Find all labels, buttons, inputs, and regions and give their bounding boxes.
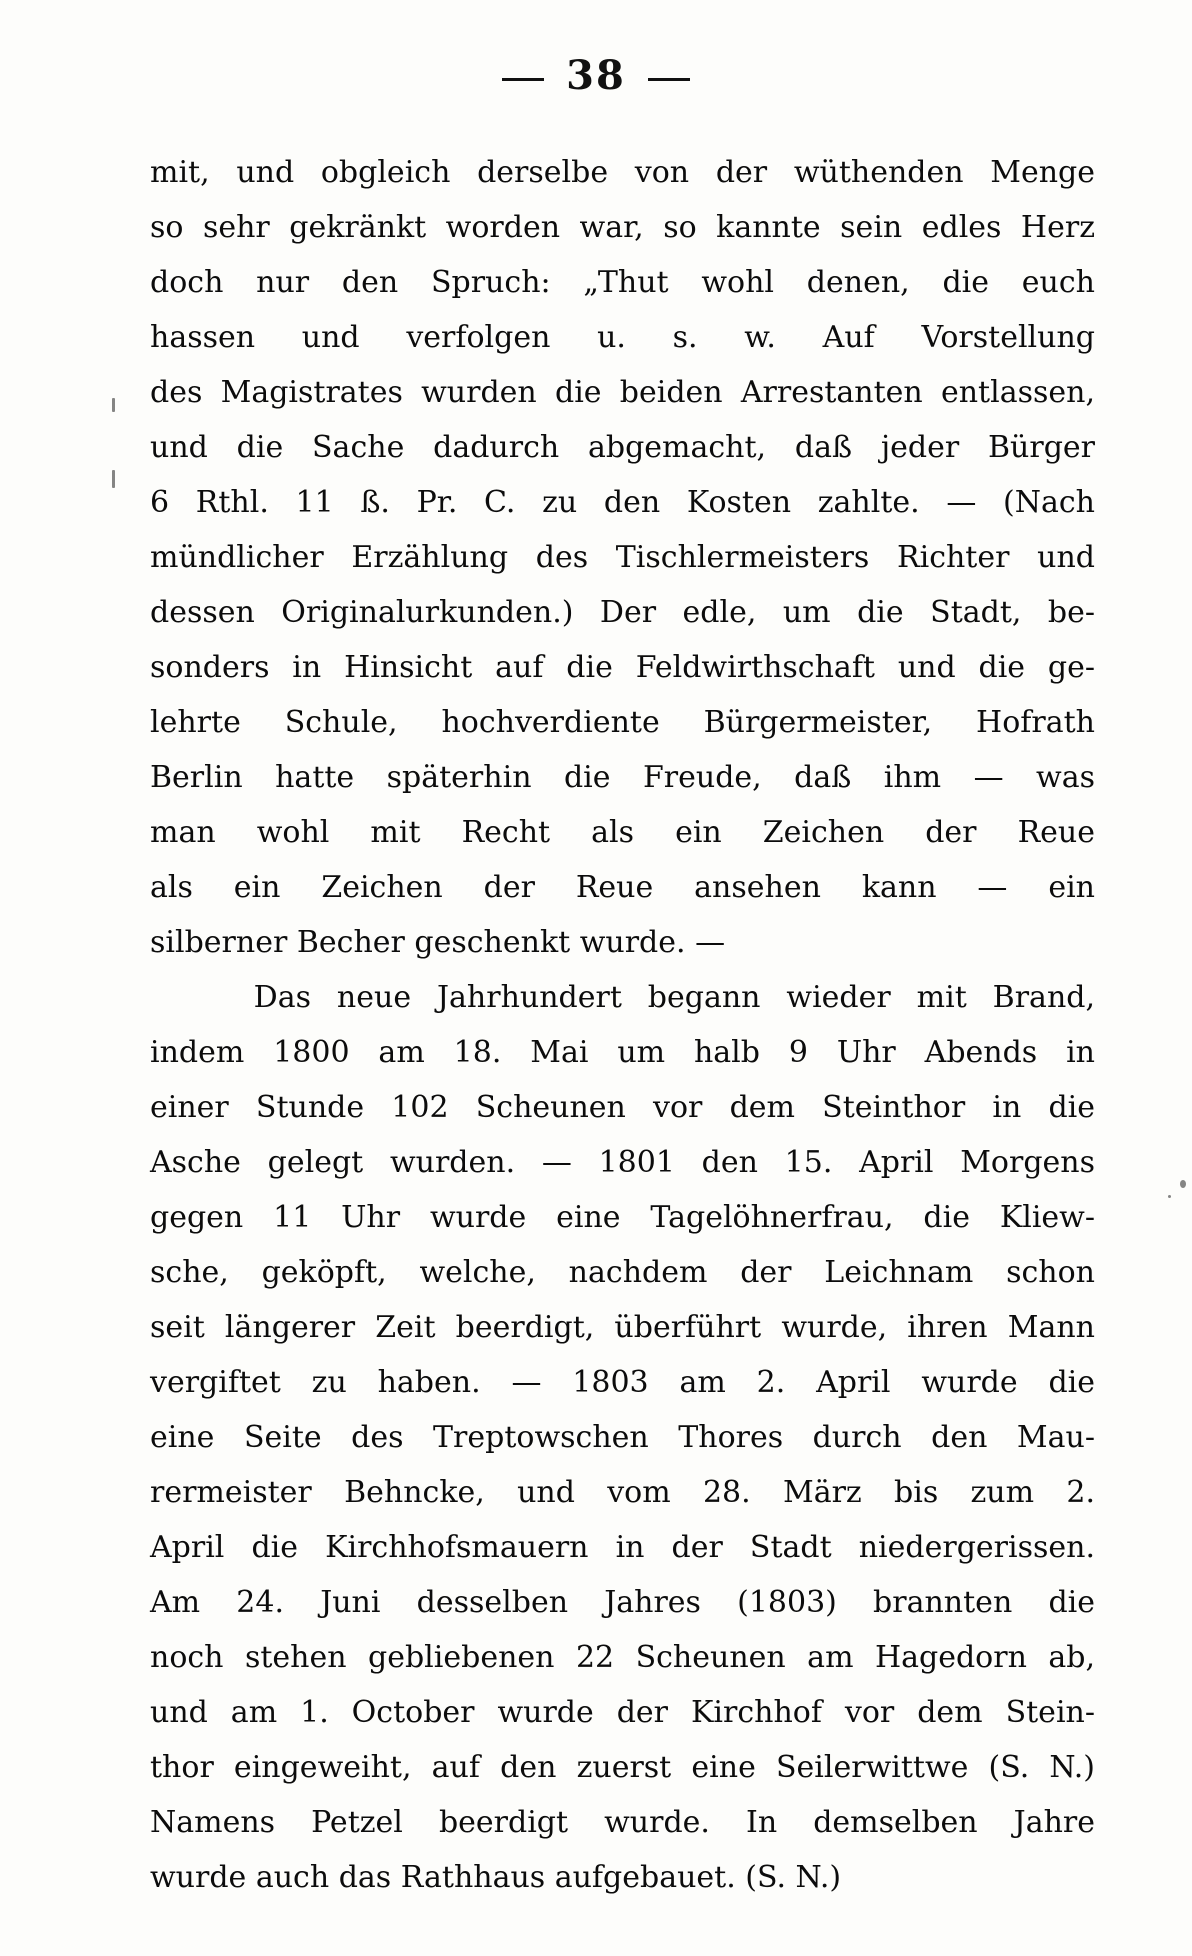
text-line: noch stehen gebliebenen 22 Scheunen am Hagedorn ab, xyxy=(150,1640,1095,1675)
right-dash xyxy=(648,78,690,81)
scan-speck xyxy=(112,470,115,488)
text-line: thor eingeweiht, auf den zuerst eine Seilerwittwe (S. N.) xyxy=(150,1750,1095,1785)
text-line: mit, und obgleich derselbe von der wüthenden Menge xyxy=(150,155,1095,190)
body-text xyxy=(150,145,1095,1905)
text-line: hassen und verfolgen u. s. w. Auf Vorstellung xyxy=(150,320,1095,355)
text-line: Berlin hatte späterhin die Freude, daß ihm — was xyxy=(150,760,1095,795)
text-line: und die Sache dadurch abgemacht, daß jeder Bürger xyxy=(150,430,1095,465)
text-line: lehrte Schule, hochverdiente Bürgermeister, Hofrath xyxy=(150,705,1095,740)
scan-speck xyxy=(1168,1195,1171,1198)
page-number-row xyxy=(0,52,1192,99)
text-line: Am 24. Juni desselben Jahres (1803) brannten die xyxy=(150,1585,1095,1620)
text-line: einer Stunde 102 Scheunen vor dem Steinthor in die xyxy=(150,1090,1095,1125)
text-line: Das neue Jahrhundert begann wieder mit Brand, xyxy=(150,980,1095,1015)
page-number: 38 xyxy=(566,52,626,99)
text-line: eine Seite des Treptowschen Thores durch den Mau- xyxy=(150,1420,1095,1455)
text-line: April die Kirchhofsmauern in der Stadt niedergerissen. xyxy=(150,1530,1095,1565)
text-line: Asche gelegt wurden. — 1801 den 15. April Morgens xyxy=(150,1145,1095,1180)
text-line: seit längerer Zeit beerdigt, überführt wurde, ihren Mann xyxy=(150,1310,1095,1345)
text-line: dessen Originalurkunden.) Der edle, um die Stadt, be- xyxy=(150,595,1095,630)
left-dash xyxy=(502,78,544,81)
scan-speck xyxy=(112,398,115,412)
text-line: wurde auch das Rathhaus aufgebauet. (S. N.) xyxy=(150,1860,842,1895)
text-line: Namens Petzel beerdigt wurde. In demselben Jahre xyxy=(150,1805,1095,1840)
text-line: und am 1. October wurde der Kirchhof vor dem Stein- xyxy=(150,1695,1095,1730)
text-line: des Magistrates wurden die beiden Arrestanten entlassen, xyxy=(150,375,1095,410)
text-line: vergiftet zu haben. — 1803 am 2. April wurde die xyxy=(150,1365,1095,1400)
text-line: sonders in Hinsicht auf die Feldwirthschaft und die ge- xyxy=(150,650,1095,685)
text-line: mündlicher Erzählung des Tischlermeisters Richter und xyxy=(150,540,1095,575)
text-line: gegen 11 Uhr wurde eine Tagelöhnerfrau, die Kliew- xyxy=(150,1200,1095,1235)
text-line: man wohl mit Recht als ein Zeichen der Reue xyxy=(150,815,1095,850)
text-line: silberner Becher geschenkt wurde. — xyxy=(150,925,726,960)
text-line: rermeister Behncke, und vom 28. März bis zum 2. xyxy=(150,1475,1095,1510)
text-line: sche, geköpft, welche, nachdem der Leichnam schon xyxy=(150,1255,1095,1290)
text-line: indem 1800 am 18. Mai um halb 9 Uhr Abends in xyxy=(150,1035,1095,1070)
text-line: so sehr gekränkt worden war, so kannte sein edles Herz xyxy=(150,210,1095,245)
text-line: 6 Rthl. 11 ß. Pr. C. zu den Kosten zahlte. — (Nach xyxy=(150,485,1095,520)
text-line: als ein Zeichen der Reue ansehen kann — ein xyxy=(150,870,1095,905)
scan-speck xyxy=(1180,1180,1186,1188)
text-line: doch nur den Spruch: „Thut wohl denen, die euch xyxy=(150,265,1095,300)
